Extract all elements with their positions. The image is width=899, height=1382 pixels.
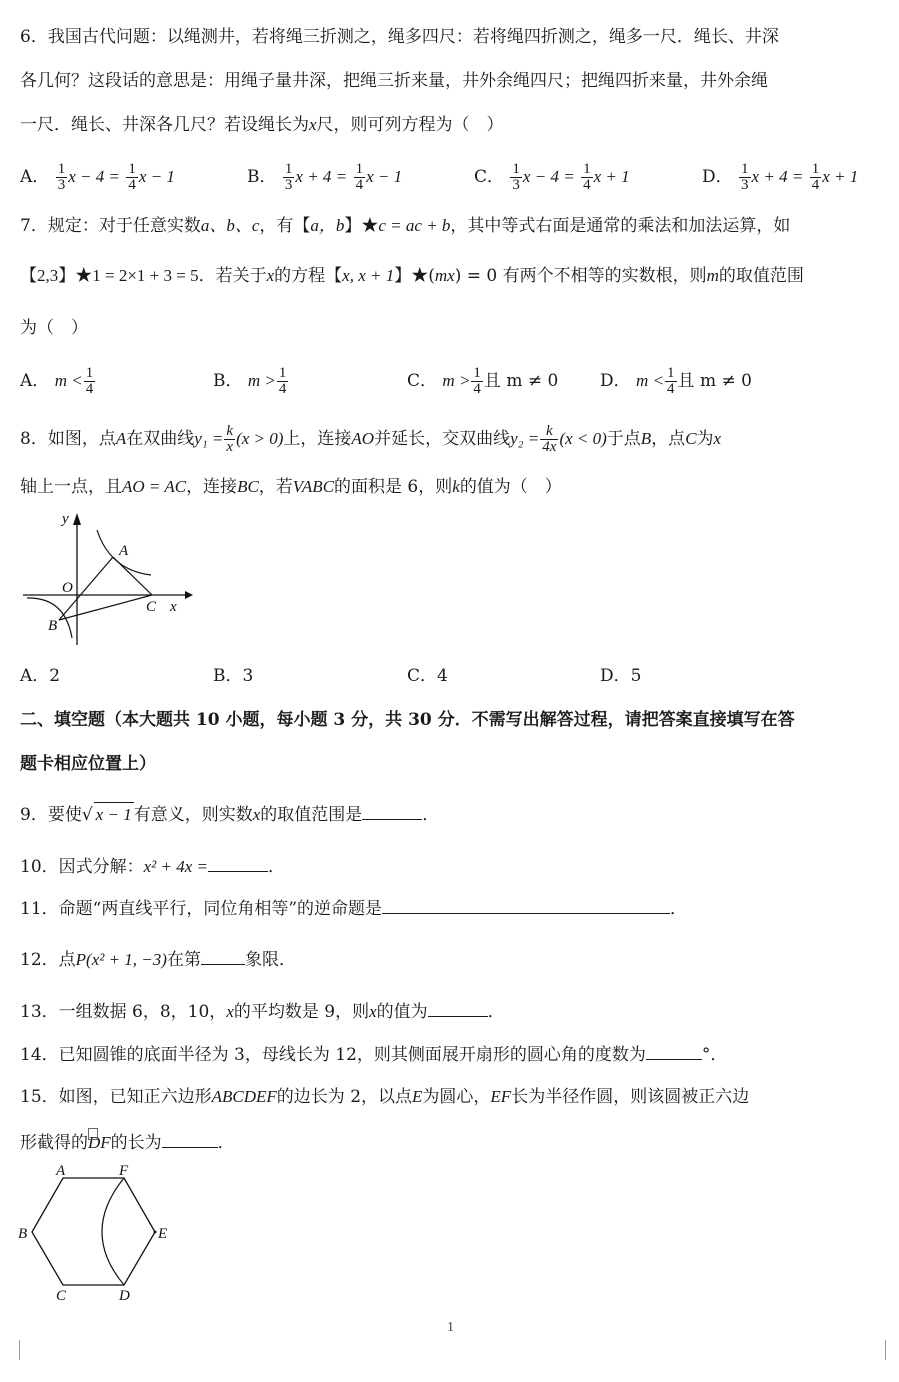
label-c: C bbox=[146, 599, 157, 615]
q7-line-3: 为（ ） bbox=[20, 318, 88, 338]
point-e bbox=[154, 1231, 157, 1234]
q6-option-d[interactable]: D． $\frac{1}{3}$ x + 4 = $\frac{1}{4}$ x + 1 bbox=[702, 161, 859, 193]
q8-option-d[interactable]: D．5 bbox=[600, 666, 642, 686]
q9-answer-blank[interactable] bbox=[362, 801, 422, 820]
q15-figure bbox=[15, 1160, 195, 1305]
q12: 12．点P(x² + 1, −3)在第 象限． bbox=[20, 946, 296, 972]
q15-answer-blank[interactable] bbox=[162, 1129, 218, 1148]
section2-heading-line-1: 二、填空题（本大题共 10 小题，每小题 3 分，共 30 分．不需写出解答过程，请把答案直接填写在答 bbox=[20, 710, 795, 730]
q8-figure bbox=[15, 505, 195, 655]
label-c: C bbox=[56, 1288, 67, 1304]
q14-answer-blank[interactable] bbox=[646, 1041, 702, 1060]
label-y: y bbox=[62, 511, 69, 527]
q11: 11．命题“两直线平行，同位角相等”的逆命题是 ． bbox=[20, 895, 687, 921]
label-e: E bbox=[158, 1226, 168, 1242]
q8-line-2: 轴上一点，且AO = AC，连接BC，若VABC的面积是 6，则k的值为（ ） bbox=[20, 477, 562, 497]
q8-option-a[interactable]: A．2 bbox=[20, 666, 61, 686]
label-d: D bbox=[119, 1288, 130, 1304]
q14: 14．已知圆锥的底面半径为 3，母线长为 12，则其侧面展开扇形的圆心角的度数为 °． bbox=[20, 1041, 727, 1067]
q9: 9．要使√ x − 1 有意义，则实数x的取值范围是 ． bbox=[20, 801, 439, 827]
q13: 13．一组数据 6，8，10，x的平均数是 9，则x的值为 ． bbox=[20, 998, 505, 1024]
label-f: F bbox=[119, 1163, 129, 1179]
label-b: B bbox=[48, 618, 58, 634]
q8-option-c[interactable]: C．4 bbox=[407, 666, 448, 686]
segment-bc bbox=[59, 595, 152, 620]
q6-option-b[interactable]: B． $\frac{1}{3}$ x + 4 = $\frac{1}{4}$ x − 1 bbox=[247, 161, 403, 193]
q7-line-1: 7．规定：对于任意实数a、b、c，有【a，b】★c = ac + b，其中等式右面是通常的乘法和加法运算，如 bbox=[20, 216, 791, 236]
label-x: x bbox=[170, 599, 177, 615]
page-margin-mark-right bbox=[885, 1340, 886, 1360]
q10: 10．因式分解：x² + 4x = ． bbox=[20, 853, 285, 879]
q6-line-1: 6．我国古代问题：以绳测井，若将绳三折测之，绳多四尺：若将绳四折测之，绳多一尺．绳长、井深 bbox=[20, 27, 779, 47]
label-b: B bbox=[18, 1226, 28, 1242]
q13-answer-blank[interactable] bbox=[428, 998, 488, 1017]
q7-option-a[interactable]: A． m < $\frac{1}{4}$ bbox=[20, 365, 94, 397]
q6-option-c[interactable]: C． $\frac{1}{3}$ x − 4 = $\frac{1}{4}$ x + 1 bbox=[474, 161, 630, 193]
q7-option-b[interactable]: B． m > $\frac{1}{4}$ bbox=[213, 365, 287, 397]
q6-option-a[interactable]: A． $\frac{1}{3}$ x − 4 = $\frac{1}{4}$ x − 1 bbox=[20, 161, 175, 193]
y-axis-arrow bbox=[73, 513, 81, 525]
page-margin-mark-left bbox=[19, 1340, 20, 1360]
q7-line-2: 【2,3】★1 = 2×1 + 3 = 5．若关于x的方程【x, x + 1】★(mx) = 0 有两个不相等的实数根，则m的取值范围 bbox=[20, 266, 804, 286]
q15-line-2: 形截得的DF的长为 ． bbox=[20, 1129, 235, 1155]
q6-line-2: 各几何？这段话的意思是：用绳子量井深，把绳三折来量，井外余绳四尺；把绳四折来量，井外余绳 bbox=[20, 71, 768, 91]
label-a: A bbox=[119, 543, 129, 559]
label-o: O bbox=[62, 580, 73, 596]
x-axis-arrow bbox=[185, 591, 193, 599]
section2-heading-line-2: 题卡相应位置上） bbox=[20, 754, 156, 774]
q15-line-1: 15．如图，已知正六边形ABCDEF的边长为 2，以点E为圆心，EF长为半径作圆，则该圆被正六边 bbox=[20, 1087, 750, 1107]
segment-ac bbox=[113, 557, 152, 595]
q8-line-1: 8．如图，点A在双曲线y₁ = $\frac{k}{x}$ (x > 0)上，连接AO并延长，交双曲线y₂ = $\frac{k}{4x}$ (x < 0)于点B，点C为x bbox=[20, 423, 722, 455]
q11-answer-blank[interactable] bbox=[382, 895, 670, 914]
q8-option-b[interactable]: B．3 bbox=[213, 666, 254, 686]
q12-answer-blank[interactable] bbox=[201, 946, 245, 965]
q10-answer-blank[interactable] bbox=[208, 853, 268, 872]
q7-option-c[interactable]: C． m > $\frac{1}{4}$ 且 m ≠ 0 bbox=[407, 365, 559, 397]
q6-line-3: 一尺．绳长、井深各几尺？若设绳长为x尺，则可列方程为（ ） bbox=[20, 115, 504, 135]
arc-df-shape bbox=[102, 1178, 124, 1285]
hexagon-abcdef bbox=[32, 1178, 155, 1285]
arc-df: DF bbox=[88, 1131, 111, 1155]
label-a: A bbox=[56, 1163, 66, 1179]
q7-option-d[interactable]: D． m < $\frac{1}{4}$ 且 m ≠ 0 bbox=[600, 365, 752, 397]
page-number: 1 bbox=[447, 1320, 454, 1335]
